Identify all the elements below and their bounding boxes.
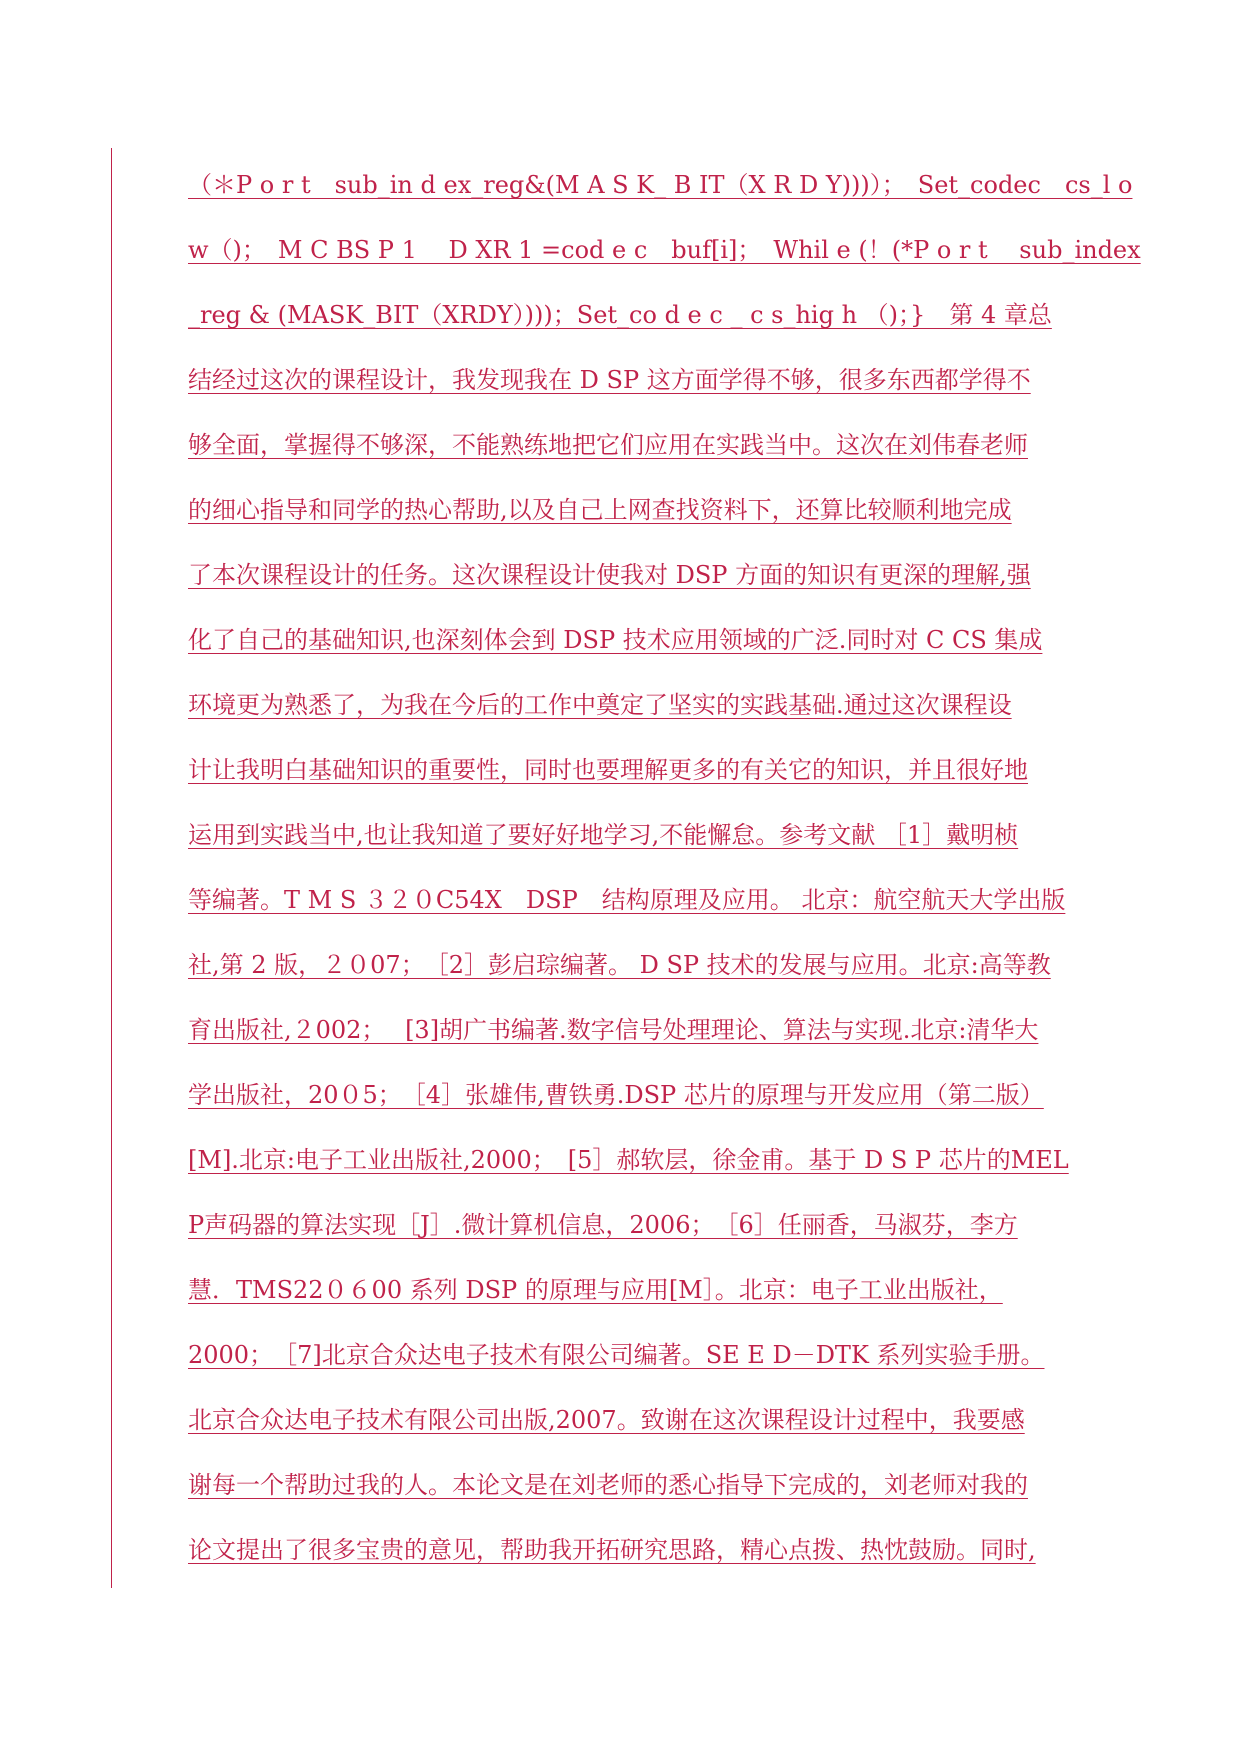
text-line: 论文提出了很多宝贵的意见，帮助我开拓研究思路，精心点拨、热忱鼓励。同时, [188, 1536, 1036, 1564]
text-line: 北京合众达电子技术有限公司出版,2007。致谢在这次课程设计过程中，我要感 [188, 1406, 1025, 1434]
text-line: 够全面，掌握得不够深，不能熟练地把它们应用在实践当中。这次在刘伟春老师 [188, 431, 1028, 459]
margin-rule [111, 148, 112, 1588]
text-line: 慧．TMS22０６00 系列 DSP 的原理与应用[M］。北京：电子工业出版社， [188, 1276, 1003, 1304]
text-line: _reg & (MASK_BIT（XRDY）)))；Set_co d e c _ c s_hig h （)；} 第 4 章总 [188, 301, 1052, 329]
document-body [188, 160, 1141, 1590]
text-line: 结经过这次的课程设计，我发现我在 D SP 这方面学得不够，很多东西都学得不 [188, 366, 1031, 394]
text-line: 环境更为熟悉了，为我在今后的工作中奠定了坚实的实践基础.通过这次课程设 [188, 691, 1012, 719]
text-line: 运用到实践当中,也让我知道了要好好地学习,不能懈怠。参考文献 ［1］戴明桢 [188, 821, 1019, 849]
text-line: 学出版社，20０5； ［4］张雄伟,曹铁勇.DSP 芯片的原理与开发应用（第二版） [188, 1081, 1044, 1109]
text-line: [M].北京:电子工业出版社,2000； [5］郝软层，徐金甫。基于 D S P 芯片的MEL [188, 1146, 1069, 1174]
text-line: 社,第 2 版，２０07； ［2］彭启琮编著。 D SP 技术的发展与应用。北京:高等教 [188, 951, 1051, 979]
text-line: 育出版社,２002； [3]胡广书编著.数字信号处理理论、算法与实现.北京:清华大 [188, 1016, 1039, 1044]
text-line: 谢每一个帮助过我的人。本论文是在刘老师的悉心指导下完成的，刘老师对我的 [188, 1471, 1028, 1499]
text-line: （＊P o r t sub_in d ex_reg&(M A S K_ B IT（X R D Y)))）； Set_codec cs_l o [188, 171, 1133, 199]
text-line: P声码器的算法实现［J］.微计算机信息，2006； ［6］任丽香，马淑芬，李方 [188, 1211, 1018, 1239]
text-line: 等编著。T M S ３２０C54X DSP 结构原理及应用。 北京：航空航天大学出版 [188, 886, 1066, 914]
text-line: 计让我明白基础知识的重要性，同时也要理解更多的有关它的知识，并且很好地 [188, 756, 1028, 784]
text-line: 2000； ［7]北京合众达电子技术有限公司编著。SE E D－DTK 系列实验手册。 [188, 1341, 1045, 1369]
text-line: w（)； M C BS P 1 D XR 1 =cod e c buf[i]； Whil e (！(*P o r t sub_index [188, 236, 1141, 264]
text-line: 了本次课程设计的任务。这次课程设计使我对 DSP 方面的知识有更深的理解,强 [188, 561, 1031, 589]
text-line: 化了自己的基础知识,也深刻体会到 DSP 技术应用领域的广泛.同时对 C CS 集成 [188, 626, 1043, 654]
text-line: 的细心指导和同学的热心帮助,以及自己上网查找资料下，还算比较顺利地完成 [188, 496, 1012, 524]
